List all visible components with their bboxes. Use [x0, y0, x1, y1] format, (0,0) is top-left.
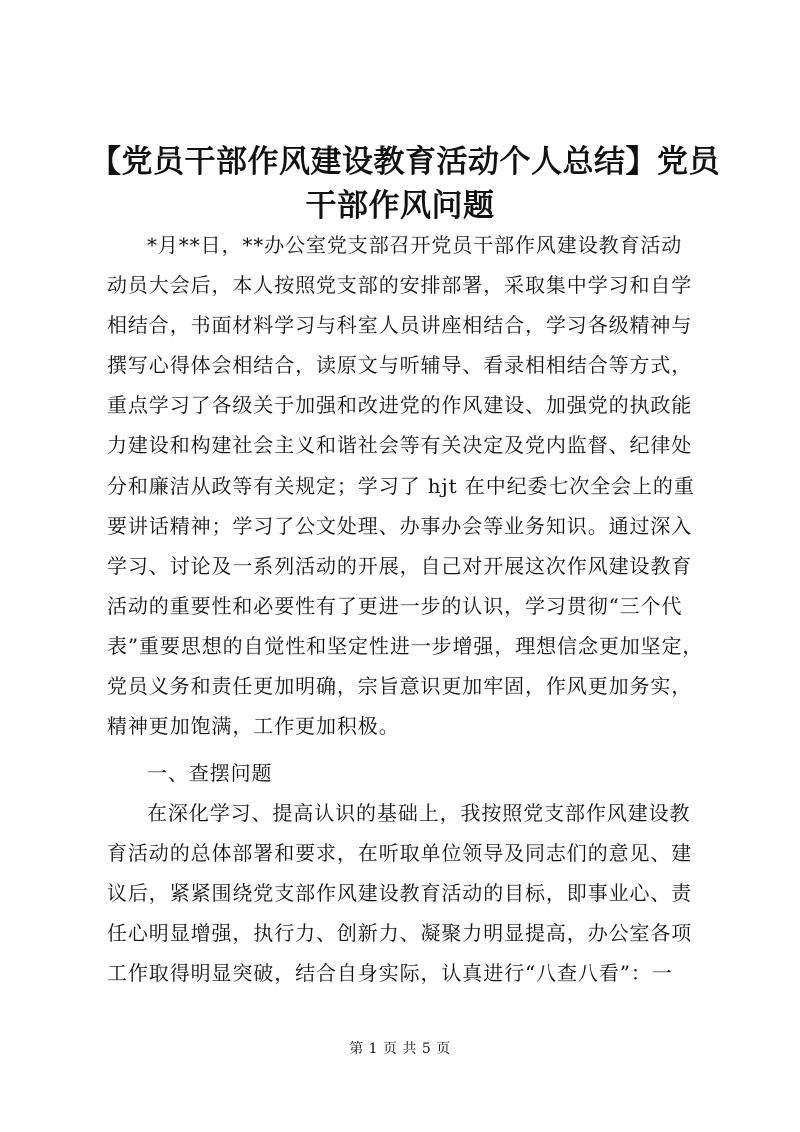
paragraph-2-line-1: 在深化学习、提高认识的基础上，我按照党支部作风建设教 [147, 801, 691, 825]
paragraph-1-line-5: 重点学习了各级关于加强和改进党的作风建设、加强党的执政能 [107, 393, 693, 417]
paragraph-1-line-11: 表”重要思想的自觉性和坚定性进一步增强，理想信念更加坚定， [107, 634, 704, 658]
paragraph-1-line-7: 分和廉洁从政等有关规定；学习了 hjt 在中纪委七次全会上的重 [107, 474, 695, 498]
title-line-1: 【党员干部作风建设教育活动个人总结】党员 [90, 144, 720, 180]
paragraph-1-line-1: *月**日，**办公室党支部召开党员干部作风建设教育活动 [147, 233, 683, 257]
paragraph-1-line-12: 党员义务和责任更加明确，宗旨意识更加牢固，作风更加务实， [107, 674, 693, 698]
paragraph-1-line-3: 相结合，书面材料学习与科室人员讲座相结合，学习各级精神与 [107, 313, 693, 337]
document-title [90, 140, 720, 228]
paragraph-1-line-13: 精神更加饱满，工作更加积极。 [107, 714, 400, 738]
section-heading: 一、查摆问题 [147, 761, 273, 785]
paragraph-1-line-4: 撰写心得体会相结合，读原文与听辅导、看录相相结合等方式， [107, 353, 693, 377]
paragraph-1-line-2: 动员大会后，本人按照党支部的安排部署，采取集中学习和自学 [107, 273, 693, 297]
paragraph-1-line-6: 力建设和构建社会主义和谐社会等有关决定及党内监督、纪律处 [107, 433, 693, 457]
paragraph-1-line-9: 学习、讨论及一系列活动的开展，自己对开展这次作风建设教育 [107, 554, 693, 578]
page-footer: 第 1 页 共 5 页 [349, 1041, 451, 1057]
paragraph-2-line-2: 育活动的总体部署和要求，在听取单位领导及同志们的意见、建 [107, 841, 693, 865]
paragraph-1-line-10: 活动的重要性和必要性有了更进一步的认识，学习贯彻“三个代 [107, 594, 683, 618]
title-line-2: 干部作风问题 [305, 188, 495, 224]
paragraph-1-line-8: 要讲话精神；学习了公文处理、办事办会等业务知识。通过深入 [107, 514, 693, 538]
paragraph-2-line-3: 议后，紧紧围绕党支部作风建设教育活动的目标，即事业心、责 [107, 881, 693, 905]
paragraph-2-line-4: 任心明显增强，执行力、创新力、凝聚力明显提高，办公室各项 [107, 921, 693, 945]
paragraph-2-line-5: 工作取得明显突破，结合自身实际，认真进行“八查八看”：一 [107, 961, 673, 985]
